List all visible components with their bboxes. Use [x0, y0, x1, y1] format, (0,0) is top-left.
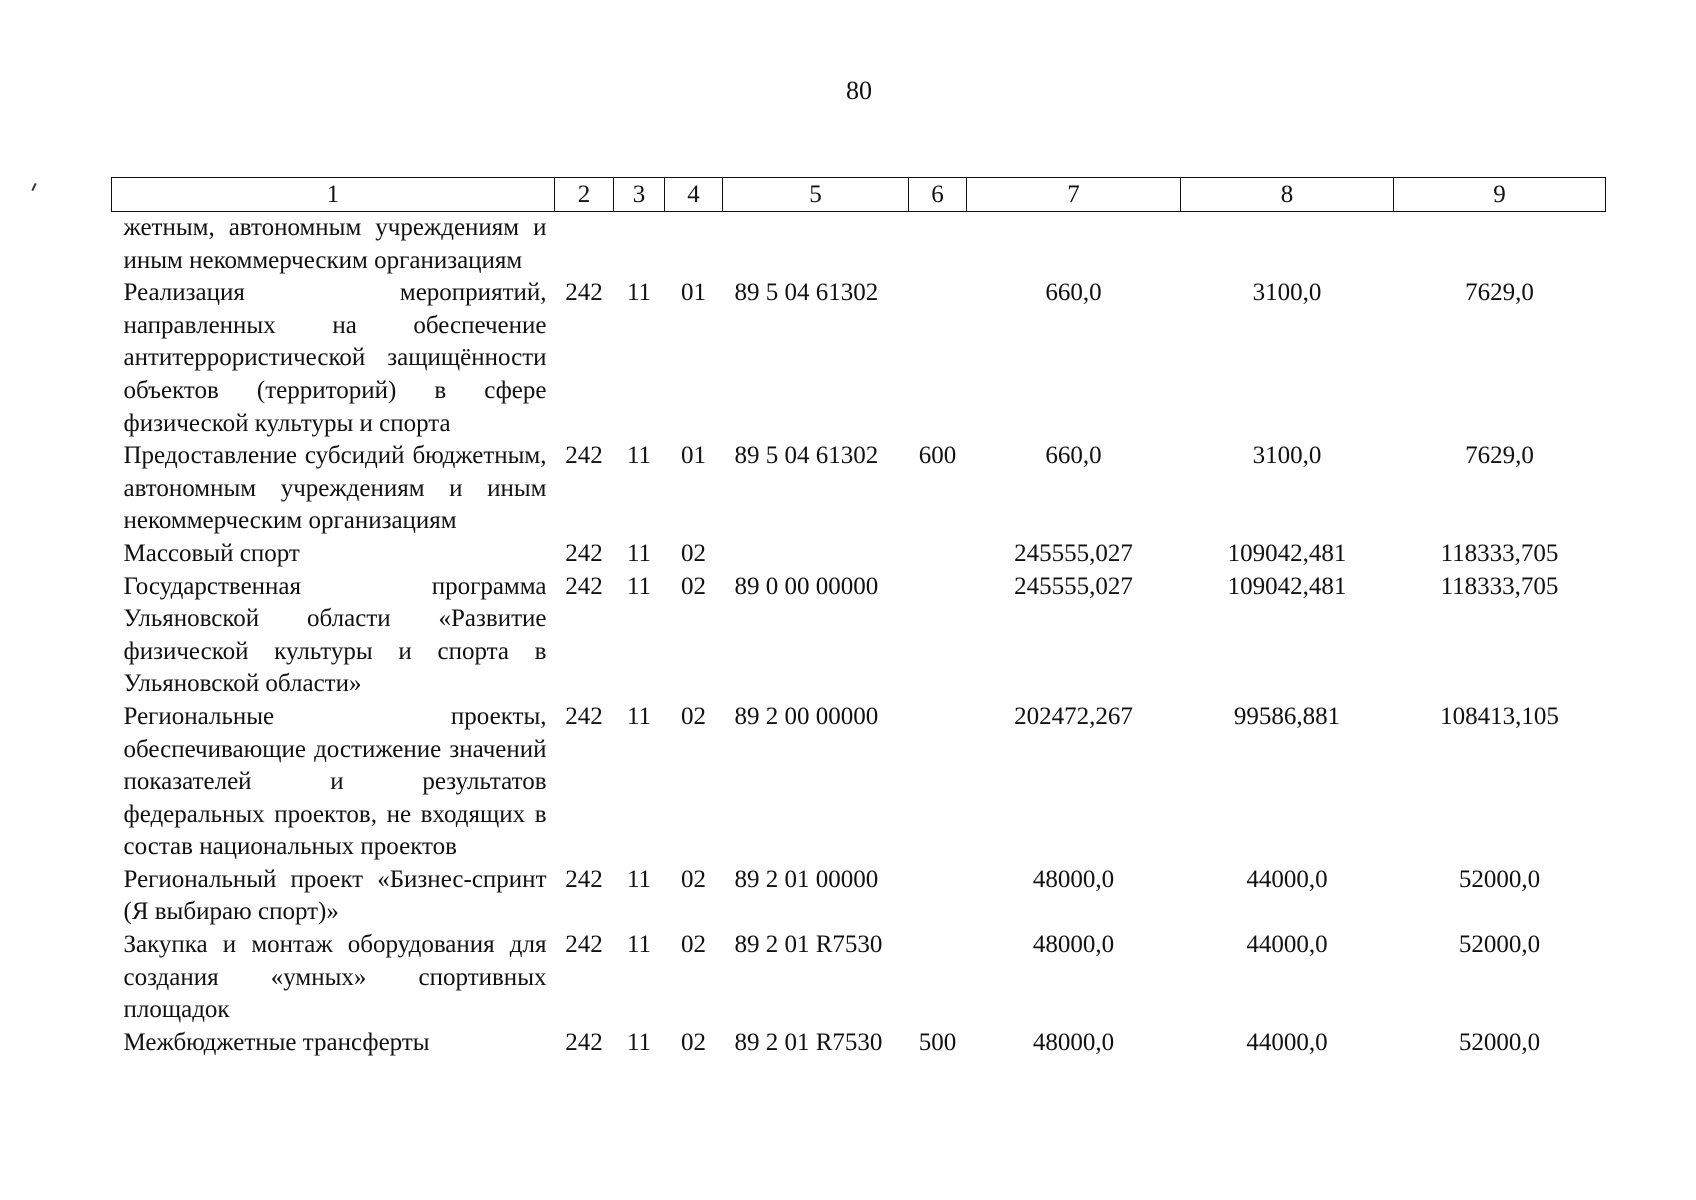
row-rz: 11	[626, 539, 652, 567]
table-row	[112, 1027, 1606, 1060]
header-col-4: 4	[665, 178, 723, 212]
row-pr: 01	[681, 442, 706, 470]
row-y3: 118333,705	[1440, 539, 1559, 567]
row-y2: 3100,0	[1252, 279, 1322, 307]
header-col-7: 7	[967, 178, 1181, 212]
table-row	[112, 864, 1606, 929]
row-name: Закупка и монтаж оборудования для создания «умных» спортивных площадок	[123, 931, 547, 1024]
row-vr	[909, 571, 967, 701]
row-rz: 11	[626, 1028, 652, 1056]
row-y3	[1394, 212, 1606, 278]
row-csr: 89 2 01 00000	[734, 865, 879, 893]
row-y1: 202472,267	[1014, 702, 1133, 730]
row-y2: 44000,0	[1246, 931, 1328, 959]
header-col-8: 8	[1181, 178, 1394, 212]
row-rz: 11	[626, 931, 652, 959]
row-pr: 01	[681, 279, 706, 307]
row-y1: 48000,0	[1032, 931, 1115, 959]
row-gl: 242	[565, 1028, 603, 1056]
row-y2: 3100,0	[1252, 442, 1322, 470]
row-rz: 11	[626, 442, 652, 470]
row-pr	[665, 212, 723, 278]
row-y3: 108413,105	[1440, 702, 1559, 730]
row-pr: 02	[681, 865, 706, 893]
row-csr: 89 5 04 61302	[734, 279, 879, 307]
row-pr: 02	[681, 702, 706, 730]
table-row	[112, 277, 1606, 440]
row-y2	[1181, 212, 1394, 278]
row-y2: 44000,0	[1246, 865, 1328, 893]
row-csr	[723, 212, 909, 278]
row-gl: 242	[565, 931, 603, 959]
row-name: Межбюджетные трансферты	[123, 1028, 430, 1056]
row-pr: 02	[681, 1028, 706, 1056]
row-pr: 02	[681, 572, 706, 600]
row-csr: 89 5 04 61302	[734, 442, 879, 470]
table-row	[112, 212, 1606, 278]
row-csr: 89 0 00 00000	[734, 572, 879, 600]
table-body	[112, 212, 1606, 1060]
row-y2: 44000,0	[1246, 1028, 1328, 1056]
header-col-6: 6	[909, 178, 967, 212]
table-row	[112, 929, 1606, 1027]
scan-mark	[31, 183, 36, 191]
header-col-3: 3	[614, 178, 665, 212]
row-name: Реализация мероприятий, направленных на обеспечение антитеррористической защищённости объектов (территорий) в сфере физической культуры и спорта	[123, 279, 547, 437]
row-gl: 242	[565, 702, 603, 730]
row-rz: 11	[626, 702, 652, 730]
row-gl: 242	[565, 279, 603, 307]
row-vr	[909, 212, 967, 278]
row-y3: 52000,0	[1458, 1028, 1541, 1056]
row-y3: 52000,0	[1458, 931, 1541, 959]
row-vr	[909, 701, 967, 864]
row-y1: 245555,027	[1014, 572, 1133, 600]
row-vr: 500	[918, 1028, 957, 1056]
row-name: жетным, автономным учреждениям и иным некоммерческим организациям	[123, 214, 547, 274]
row-rz: 11	[626, 572, 652, 600]
table-row	[112, 701, 1606, 864]
row-y1: 245555,027	[1014, 539, 1133, 567]
row-y1: 48000,0	[1032, 865, 1115, 893]
row-gl: 242	[565, 539, 603, 567]
row-name: Региональный проект «Бизнес-спринт (Я выбираю спорт)»	[123, 865, 547, 926]
row-y2: 109042,481	[1227, 572, 1347, 600]
row-vr	[909, 864, 967, 929]
row-y1: 660,0	[1045, 442, 1102, 470]
row-rz: 11	[626, 865, 652, 893]
row-gl: 242	[565, 442, 603, 470]
row-y3: 118333,705	[1440, 572, 1559, 600]
table-row	[112, 571, 1606, 701]
row-name: Массовый спорт	[123, 539, 300, 567]
header-col-5: 5	[723, 178, 909, 212]
row-pr: 02	[681, 539, 706, 567]
row-y3: 7629,0	[1465, 279, 1534, 307]
row-rz	[614, 212, 665, 278]
header-col-9: 9	[1394, 178, 1606, 212]
table-row	[112, 440, 1606, 538]
row-name: Предоставление субсидий бюджетным, автономным учреждениям и иным некоммерческим организациям	[123, 442, 547, 535]
table-header	[112, 178, 1606, 212]
row-name: Государственная программа Ульяновской области «Развитие физической культуры и спорта в Ульяновской области»	[123, 572, 547, 698]
row-csr: 89 2 01 R7530	[734, 1028, 883, 1056]
header-col-1: 1	[112, 178, 555, 212]
row-y3: 7629,0	[1465, 442, 1534, 470]
row-vr: 600	[918, 442, 957, 470]
row-y1: 48000,0	[1032, 1028, 1115, 1056]
row-y2: 109042,481	[1227, 539, 1347, 567]
row-csr: 89 2 01 R7530	[734, 931, 883, 959]
table-row	[112, 538, 1606, 571]
row-csr: 89 2 00 00000	[734, 702, 879, 730]
row-csr	[723, 538, 909, 571]
page-number: 80	[846, 76, 872, 105]
row-y1: 660,0	[1045, 279, 1102, 307]
row-rz: 11	[626, 279, 652, 307]
row-vr	[909, 929, 967, 1027]
row-gl	[555, 212, 614, 278]
header-col-2: 2	[555, 178, 614, 212]
row-gl: 242	[565, 865, 603, 893]
row-pr: 02	[681, 931, 706, 959]
row-vr	[909, 538, 967, 571]
budget-table	[111, 177, 1606, 1059]
row-gl: 242	[565, 572, 603, 600]
header-row	[112, 178, 1606, 212]
row-y1	[967, 212, 1181, 278]
row-y2: 99586,881	[1233, 702, 1341, 730]
row-y3: 52000,0	[1458, 865, 1541, 893]
row-name: Региональные проекты, обеспечивающие достижение значений показателей и результатов федеральных проектов, не входящих в состав национальных проектов	[123, 702, 547, 861]
row-vr	[909, 277, 967, 440]
